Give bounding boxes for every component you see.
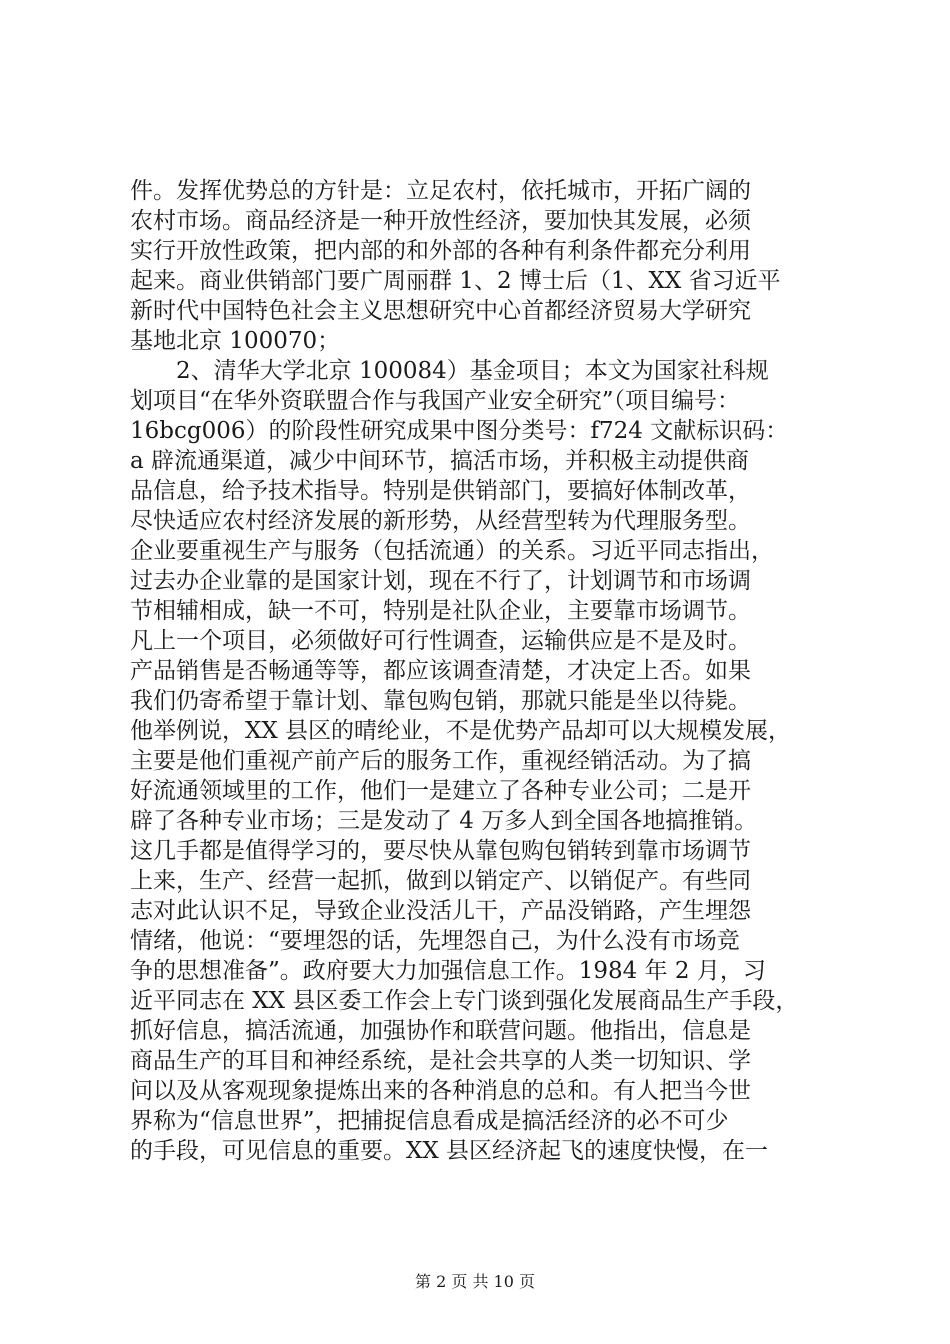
text-line: 辟了各种专业市场；三是发动了 4 万多人到全国各地搞推销。 [130,808,758,834]
text-line: 商品生产的耳目和神经系统，是社会共享的人类一切知识、学 [130,1048,751,1074]
text-line: 好流通领域里的工作，他们一是建立了各种专业公司；二是开 [130,778,751,804]
text-line: 起来。商业供销部门要广周丽群 1、2 博士后（1、XX 省习近平 [130,268,781,294]
text-line: 农村市场。商品经济是一种开放性经济，要加快其发展，必须 [130,208,751,234]
text-line: 划项目“在华外资联盟合作与我国产业安全研究”（项目编号： [130,388,741,414]
text-line: 尽快适应农村经济发展的新形势，从经营型转为代理服务型。 [130,508,751,534]
text-line: 的手段，可见信息的重要。XX 县区经济起飞的速度快慢，在一 [130,1138,769,1164]
text-line: 争的思想准备”。政府要大力加强信息工作。1984 年 2 月，习 [130,958,766,984]
text-line: 上来，生产、经营一起抓，做到以销定产、以销促产。有些同 [130,868,751,894]
text-line: 2、清华大学北京 100084）基金项目；本文为国家社科规 [130,358,769,384]
text-line: 品信息，给予技术指导。特别是供销部门，要搞好体制改革， [130,478,751,504]
text-line: 这几手都是值得学习的，要尽快从靠包购包销转到靠市场调节 [130,838,751,864]
text-line: 基地北京 100070； [130,328,341,354]
text-line: 他举例说，XX 县区的晴纶业，不是优势产品却可以大规模发展， [130,718,792,744]
text-line: 产品销售是否畅通等等，都应该调查清楚，才决定上否。如果 [130,658,751,684]
text-line: 情绪，他说：“要埋怨的话，先埋怨自己，为什么没有市场竞 [130,928,740,954]
text-line: 实行开放性政策，把内部的和外部的各种有利条件都充分利用 [130,238,751,264]
text-line: 界称为“信息世界”，把捕捉信息看成是搞活经济的必不可少 [130,1108,729,1134]
text-line: 问以及从客观现象提炼出来的各种消息的总和。有人把当今世 [130,1078,751,1104]
text-line: 企业要重视生产与服务（包括流通）的关系。习近平同志指出， [130,538,774,564]
text-line: 主要是他们重视产前产后的服务工作，重视经销活动。为了搞 [130,748,751,774]
text-line: 凡上一个项目，必须做好可行性调查，运输供应是不是及时。 [130,628,751,654]
text-line: a 辟流通渠道，减少中间环节，搞活市场，并积极主动提供商 [130,448,750,474]
text-line: 抓好信息，搞活流通，加强协作和联营问题。他指出，信息是 [130,1018,751,1044]
text-line: 节相辅相成，缺一不可，特别是社队企业，主要靠市场调节。 [130,598,751,624]
text-line: 新时代中国特色社会主义思想研究中心首都经济贸易大学研究 [130,298,751,324]
text-line: 16bcg006）的阶段性研究成果中图分类号：f724 文献标识码： [130,418,789,444]
text-line: 近平同志在 XX 县区委工作会上专门谈到强化发展商品生产手段， [130,988,799,1014]
text-line: 过去办企业靠的是国家计划，现在不行了，计划调节和市场调 [130,568,751,594]
body-text [130,176,830,1166]
page-footer: 第 2 页 共 10 页 [415,1272,535,1291]
text-line: 件。发挥优势总的方针是：立足农村，依托城市，开拓广阔的 [130,178,751,204]
text-line: 我们仍寄希望于靠计划、靠包购包销，那就只能是坐以待毙。 [130,688,751,714]
text-line: 志对此认识不足，导致企业没活儿干，产品没销路，产生埋怨 [130,898,751,924]
